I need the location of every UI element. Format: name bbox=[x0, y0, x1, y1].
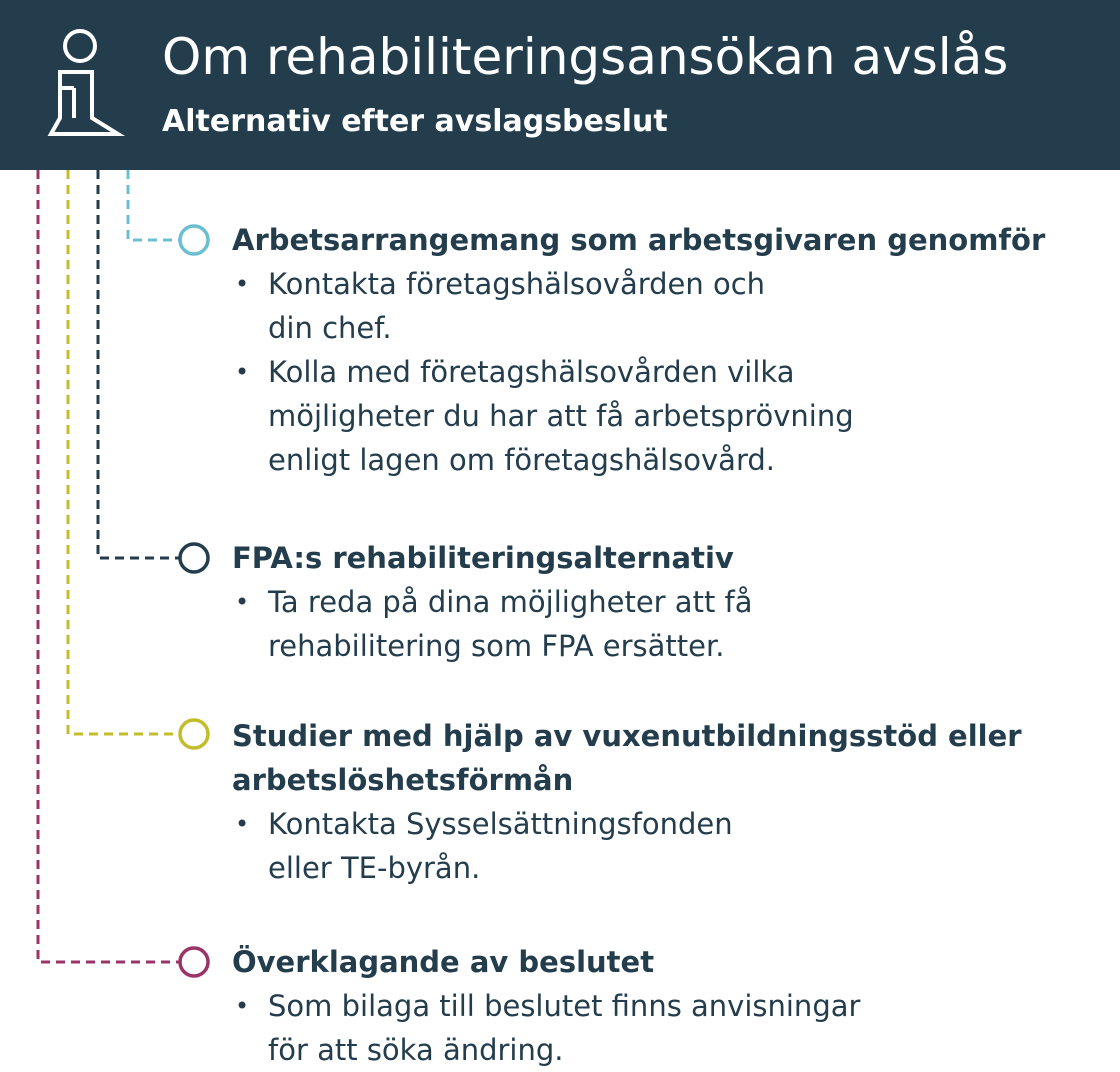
option-studies bbox=[232, 714, 1092, 890]
node-circle-3 bbox=[180, 720, 208, 748]
option-heading: FPA:s rehabiliteringsalternativ bbox=[232, 541, 734, 575]
node-circle-1 bbox=[180, 226, 208, 254]
page-subtitle: Alternativ efter avslagsbeslut bbox=[162, 104, 668, 139]
node-circle-2 bbox=[180, 544, 208, 572]
list-item: • Kontakta Sysselsättningsfonden eller TE-byrån. bbox=[235, 807, 733, 885]
page-title: Om rehabiliteringsansökan avslås bbox=[162, 28, 1009, 86]
option-workplace-arrangements bbox=[232, 218, 1092, 482]
bullet-list bbox=[232, 262, 1092, 482]
bullet-list bbox=[232, 580, 1092, 668]
list-item: • Ta reda på dina möjligheter att få rehabilitering som FPA ersätter. bbox=[235, 585, 753, 663]
option-heading: Arbetsarrangemang som arbetsgivaren genomför bbox=[232, 223, 1046, 257]
option-heading: Studier med hjälp av vuxenutbildningsstöd eller arbetslöshetsförmån bbox=[232, 719, 1022, 797]
bullet-list bbox=[232, 802, 1092, 890]
list-item: • Som bilaga till beslutet finns anvisningar för att söka ändring. bbox=[235, 989, 861, 1067]
connector-line-3 bbox=[68, 170, 180, 734]
connector-line-1 bbox=[128, 170, 180, 240]
option-heading: Överklagande av beslutet bbox=[232, 945, 655, 979]
list-item: • Kolla med företagshälsovården vilka möjligheter du har att få arbetsprövning enligt lagen om företagshälsovård. bbox=[235, 355, 854, 477]
list-item: • Kontakta företagshälsovården och din chef. bbox=[235, 267, 766, 345]
connector-line-4 bbox=[38, 170, 180, 962]
node-circle-4 bbox=[180, 948, 208, 976]
bullet-list bbox=[232, 984, 1092, 1072]
option-fpa-rehabilitation bbox=[232, 536, 1092, 668]
connector-line-2 bbox=[98, 170, 180, 558]
option-appeal bbox=[232, 940, 1092, 1072]
